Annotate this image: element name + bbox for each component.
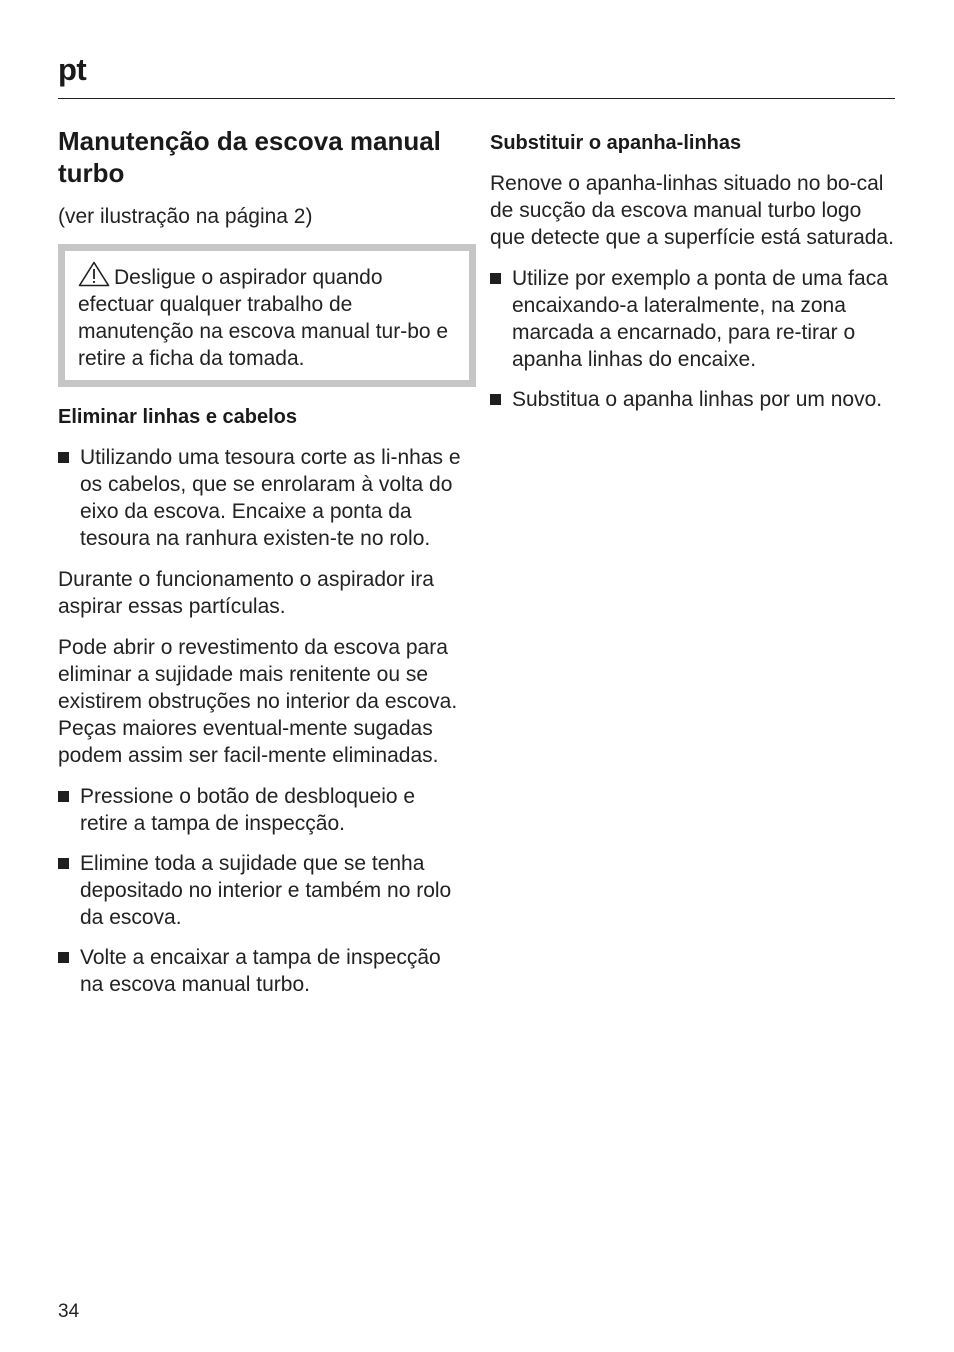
warning-text: Desligue o aspirador quando efectuar qualquer trabalho de manutenção na escova manual tur-bo e retire a ficha da tomada. [78, 266, 449, 370]
warning-triangle-icon [78, 261, 110, 287]
list-item-text: Elimine toda a sujidade que se tenha depositado no interior e também no rolo da escova. [80, 852, 452, 929]
bullet-square-icon [58, 452, 69, 463]
see-illustration-note: (ver ilustração na página 2) [58, 205, 313, 228]
bullet-square-icon [58, 952, 69, 963]
header-rule [58, 98, 895, 99]
list-item-text: Substitua o apanha linhas por um novo. [512, 388, 883, 411]
list-item [490, 265, 895, 373]
section-title-replace: Substituir o apanha-linhas [490, 132, 742, 154]
list-item [490, 386, 895, 413]
list-item-text: Utilizando uma tesoura corte as li-nhas e os cabelos, que se enrolaram à volta do eixo da escova. Encaixe a ponta da tesoura na ranhura existen-te no rolo. [80, 446, 461, 550]
bullet-list-replace [490, 265, 895, 413]
list-item [58, 444, 466, 552]
language-code: pt [58, 52, 87, 87]
list-item-text: Utilize por exemplo a ponta de uma faca encaixando-a lateralmente, na zona marcada a encarnado, para re-tirar o apanha linhas do encaixe. [512, 267, 888, 371]
bullet-list-cleaning [58, 783, 466, 998]
list-item [58, 944, 466, 998]
bullet-square-icon [58, 791, 69, 802]
section-title-eliminate: Eliminar linhas e cabelos [58, 406, 297, 428]
list-item-text: Pressione o botão de desbloqueio e retire a tampa de inspecção. [80, 785, 416, 835]
warning-box [58, 244, 476, 387]
paragraph: Renove o apanha-linhas situado no bo-cal de sucção da escova manual turbo logo que detecte que a superfície está saturada. [490, 172, 894, 249]
paragraph: Pode abrir o revestimento da escova para eliminar a sujidade mais renitente ou se existirem obstruções no interior da escova. Peças maiores eventual-mente sugadas podem assim ser facil-mente eliminadas. [58, 636, 458, 767]
bullet-square-icon [490, 273, 501, 284]
warning-text-block [78, 261, 457, 372]
right-column [490, 130, 895, 427]
page-number: 34 [58, 1301, 80, 1322]
left-column [58, 125, 466, 1012]
bullet-list-eliminate [58, 444, 466, 552]
list-item [58, 850, 466, 931]
bullet-square-icon [58, 858, 69, 869]
list-item-text: Volte a encaixar a tampa de inspecção na escova manual turbo. [80, 946, 441, 996]
bullet-square-icon [490, 394, 501, 405]
page-title: Manutenção da escova manual turbo [58, 126, 441, 188]
paragraph: Durante o funcionamento o aspirador ira aspirar essas partículas. [58, 568, 434, 618]
list-item [58, 783, 466, 837]
